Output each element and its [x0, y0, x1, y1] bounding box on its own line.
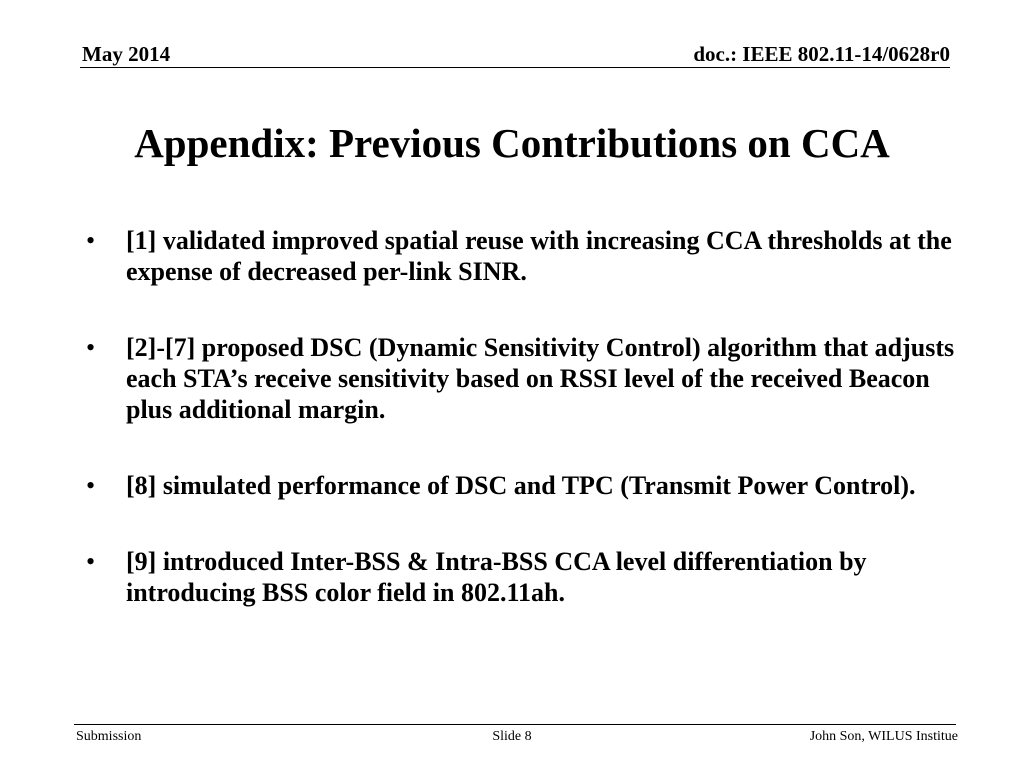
footer-submission-label: Submission [76, 729, 142, 744]
bullet-text: [8] simulated performance of DSC and TPC (Transmit Power Control). [126, 471, 916, 500]
bullet-marker-icon: • [86, 547, 96, 576]
bullet-item [78, 470, 958, 501]
bullet-item [78, 332, 958, 425]
bullet-text: [9] introduced Inter-BSS & Intra-BSS CCA level differentiation by introducing BSS color field in 802.11ah. [126, 547, 867, 607]
bullet-marker-icon: • [86, 471, 96, 500]
bullet-marker-icon: • [86, 333, 96, 362]
header-date: May 2014 [82, 42, 171, 66]
bullet-text: [2]-[7] proposed DSC (Dynamic Sensitivity Control) algorithm that adjusts each STA’s receive sensitivity based on RSSI level of the received Beacon plus additional margin. [126, 333, 955, 424]
slide-number: Slide 8 [492, 729, 532, 744]
bullet-item [78, 546, 958, 608]
bullet-item [78, 225, 958, 287]
bullet-text: [1] validated improved spatial reuse with increasing CCA thresholds at the expense of decreased per-link SINR. [126, 226, 952, 286]
slide-title: Appendix: Previous Contributions on CCA [134, 120, 890, 166]
bullet-list [78, 225, 958, 653]
bullet-marker-icon: • [86, 226, 96, 255]
footer-divider [74, 724, 956, 725]
footer-author: John Son, WILUS Institue [809, 729, 958, 744]
header-document-id: doc.: IEEE 802.11-14/0628r0 [693, 42, 950, 66]
header-divider [80, 67, 950, 68]
